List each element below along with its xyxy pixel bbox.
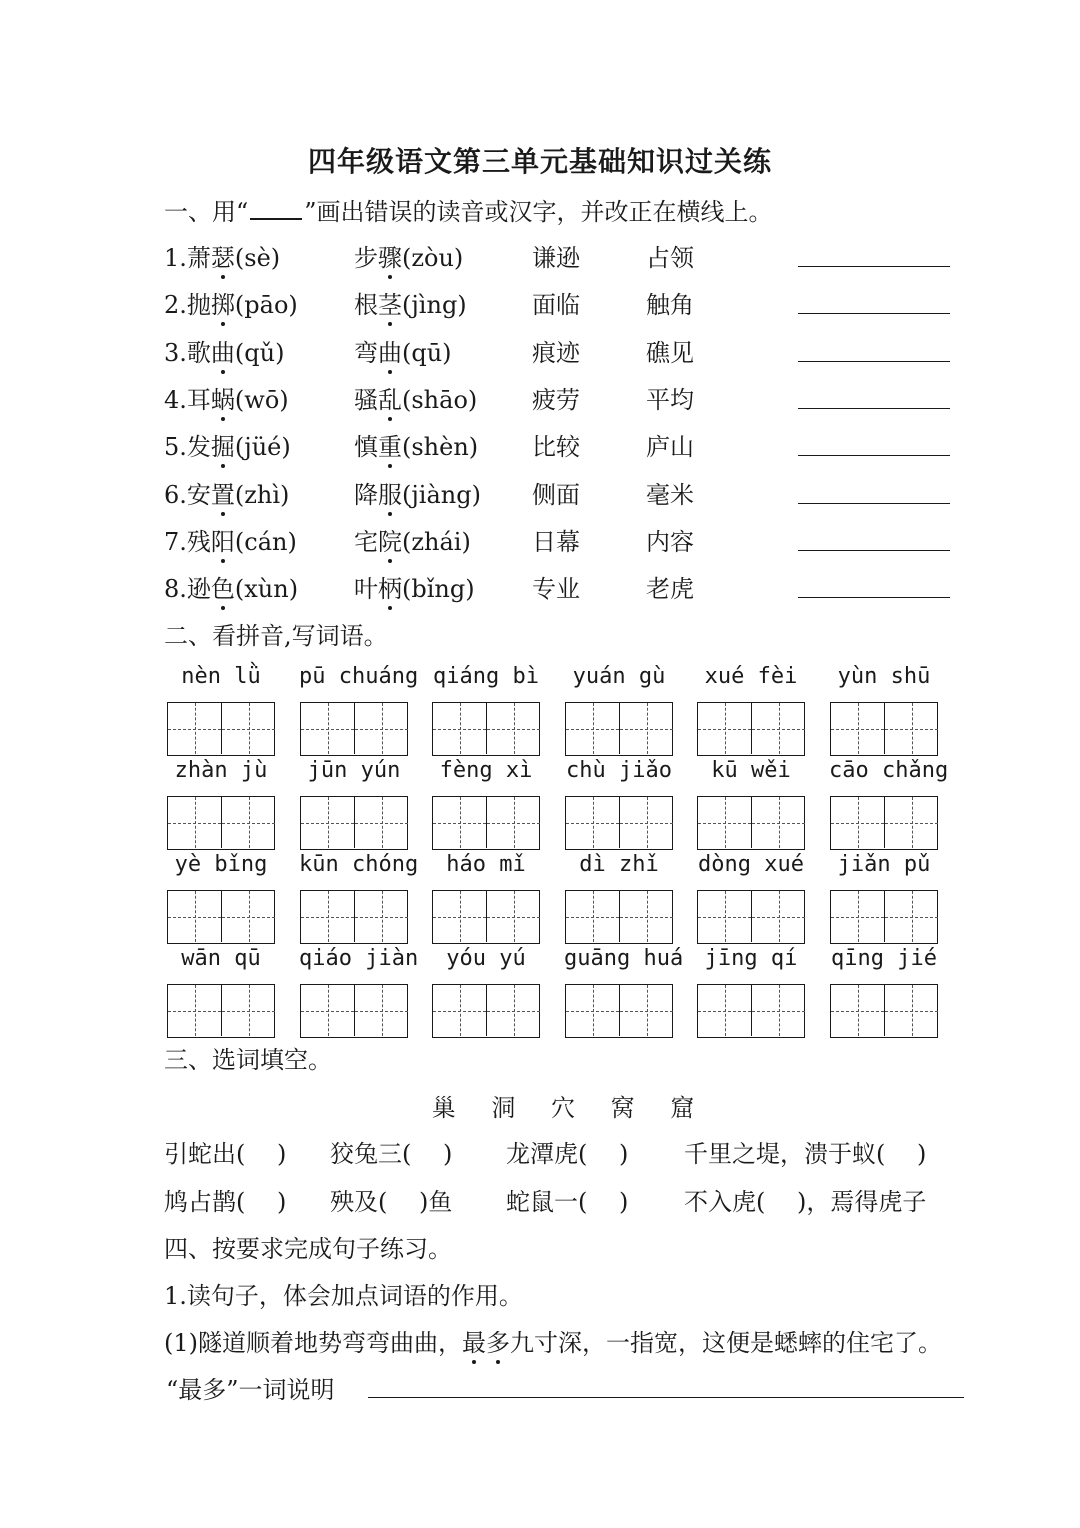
word: 侧面 (532, 481, 580, 509)
word-with-pinyin: 降服(jiàng) (354, 475, 481, 510)
writing-box[interactable] (830, 890, 938, 944)
pinyin-label: yóu yú (446, 946, 526, 971)
word-with-pinyin: 8.逊色(xùn) (164, 569, 298, 604)
word: 日幕 (532, 528, 580, 556)
idiom-item[interactable]: 狡兔三( ) (330, 1140, 453, 1168)
pinyin-label: zhàn jù (174, 758, 268, 783)
word: 痕迹 (532, 339, 580, 367)
writing-box[interactable] (300, 796, 408, 850)
section4-heading: 四、按要求完成句子练习。 (164, 1235, 452, 1263)
word-with-pinyin: 1.萧瑟(sè) (164, 238, 280, 273)
pinyin-label: nèn lǜ (181, 664, 261, 689)
choice-word: 巢 (431, 1094, 456, 1122)
writing-box[interactable] (167, 890, 275, 944)
word: 谦逊 (532, 244, 580, 272)
idiom-item[interactable]: 龙潭虎( ) (506, 1140, 629, 1168)
pinyin-label: xué fèi (704, 664, 798, 689)
writing-box[interactable] (432, 702, 540, 756)
word-with-pinyin: 6.安置(zhì) (164, 475, 289, 510)
exercise-row (164, 238, 964, 274)
writing-box[interactable] (565, 702, 673, 756)
exercise-row (164, 333, 964, 369)
underline-sample (250, 200, 302, 220)
question-1: 1.读句子，体会加点词语的作用。 (164, 1282, 523, 1310)
pinyin-label: jīng qí (704, 946, 798, 971)
idiom-item[interactable]: 引蛇出( ) (164, 1140, 287, 1168)
answer-line[interactable] (798, 455, 950, 456)
idiom-item[interactable]: 殃及( )鱼 (330, 1188, 453, 1216)
answer-line[interactable] (798, 313, 950, 314)
exercise-row (164, 380, 964, 416)
pinyin-label: cāo chǎng (829, 758, 949, 783)
answer-line[interactable] (798, 361, 950, 362)
writing-box[interactable] (565, 890, 673, 944)
pinyin-label: kū wěi (711, 758, 791, 783)
idiom-item[interactable]: 鸠占鹊( ) (164, 1188, 287, 1216)
word-with-pinyin: 叶柄(bǐng) (354, 569, 475, 604)
writing-box[interactable] (697, 796, 805, 850)
answer-line[interactable] (368, 1397, 964, 1398)
word-with-pinyin: 根茎(jìng) (354, 285, 467, 320)
word: 疲劳 (532, 386, 580, 414)
section1-heading-post: ”画出错误的读音或汉字，并改正在横线上。 (304, 198, 773, 226)
pinyin-label: dòng xué (698, 852, 804, 877)
word: 占领 (646, 244, 694, 272)
idiom-row (164, 1134, 964, 1170)
answer-prompt: “最多”一词说明 (166, 1376, 335, 1404)
writing-box[interactable] (565, 984, 673, 1038)
word-with-pinyin: 弯曲(qū) (354, 333, 452, 368)
word-with-pinyin: 宅院(zhái) (354, 522, 471, 557)
choice-word: 窟 (670, 1094, 695, 1122)
idiom-item[interactable]: 千里之堤，溃于蚁( ) (684, 1140, 927, 1168)
exercise-row (164, 427, 964, 463)
dotted-char: 多 (486, 1323, 510, 1358)
word-with-pinyin: 5.发掘(jüé) (164, 427, 291, 462)
exercise-row (164, 285, 964, 321)
pinyin-label: yùn shū (837, 664, 931, 689)
writing-box[interactable] (167, 984, 275, 1038)
writing-box[interactable] (432, 890, 540, 944)
word-with-pinyin: 慎重(shèn) (354, 427, 478, 462)
word: 面临 (532, 291, 580, 319)
writing-box[interactable] (697, 890, 805, 944)
word-with-pinyin: 骚乱(shāo) (354, 380, 477, 415)
section1-heading-pre: 一、用“ (164, 198, 249, 226)
pinyin-label: jiǎn pǔ (837, 852, 931, 877)
writing-box[interactable] (167, 702, 275, 756)
word-with-pinyin: 2.抛掷(pāo) (164, 285, 298, 320)
choice-word: 穴 (551, 1094, 575, 1122)
word: 比较 (532, 433, 580, 461)
answer-line[interactable] (798, 408, 950, 409)
choice-word: 窝 (610, 1094, 635, 1122)
pinyin-label: wān qū (181, 946, 261, 971)
pinyin-label: dì zhǐ (579, 852, 659, 877)
idiom-item[interactable]: 蛇鼠一( ) (506, 1188, 629, 1216)
writing-box[interactable] (565, 796, 673, 850)
pinyin-label: háo mǐ (446, 852, 526, 877)
sentence-part: (1)隧道顺着地势弯弯曲曲， (164, 1329, 462, 1357)
exercise-row (164, 522, 964, 558)
writing-box[interactable] (830, 984, 938, 1038)
pinyin-label: kūn chóng (299, 852, 419, 877)
writing-box[interactable] (697, 984, 805, 1038)
writing-box[interactable] (432, 984, 540, 1038)
pinyin-label: jūn yún (307, 758, 401, 783)
word-with-pinyin: 4.耳蜗(wō) (164, 380, 289, 415)
writing-box[interactable] (697, 702, 805, 756)
section2-heading: 二、看拼音,写词语。 (164, 622, 388, 650)
writing-box[interactable] (167, 796, 275, 850)
word: 平均 (646, 386, 694, 414)
exercise-row (164, 475, 964, 511)
pinyin-label: chù jiǎo (566, 758, 672, 783)
pinyin-label: qiáng bì (433, 664, 539, 689)
answer-line[interactable] (798, 503, 950, 504)
pinyin-label: qiáo jiàn (299, 946, 419, 971)
writing-box[interactable] (300, 984, 408, 1038)
answer-line[interactable] (798, 597, 950, 598)
pinyin-label: pū chuáng (299, 664, 419, 689)
choice-word: 洞 (491, 1094, 516, 1122)
writing-box[interactable] (830, 796, 938, 850)
sentence-part: 九寸深，一指宽，这便是蟋蟀的住宅了。 (510, 1329, 942, 1357)
word-with-pinyin: 3.歌曲(qǔ) (164, 333, 284, 368)
pinyin-label: yuán gù (572, 664, 666, 689)
dotted-char: 最 (462, 1323, 486, 1358)
exercise-row (164, 569, 964, 605)
writing-box[interactable] (432, 796, 540, 850)
sentence-1 (164, 1323, 942, 1358)
word: 毫米 (646, 481, 694, 509)
section3-heading: 三、选词填空。 (164, 1046, 332, 1074)
pinyin-label: qīng jié (831, 946, 937, 971)
idiom-item[interactable]: 不入虎( )，焉得虎子 (684, 1188, 927, 1216)
page-title: 四年级语文第三单元基础知识过关练 (307, 145, 772, 178)
answer-line[interactable] (798, 550, 950, 551)
section1-heading (164, 192, 773, 227)
word-with-pinyin: 7.残阳(cán) (164, 522, 297, 557)
word: 触角 (646, 291, 694, 319)
word: 专业 (532, 575, 580, 603)
word-with-pinyin: 步骤(zòu) (354, 238, 463, 273)
answer-line[interactable] (798, 266, 950, 267)
idiom-row (164, 1182, 964, 1218)
word: 礁见 (646, 339, 694, 367)
pinyin-label: guāng huá (564, 946, 684, 971)
word: 庐山 (646, 433, 694, 461)
pinyin-label: fèng xì (439, 758, 533, 783)
word: 内容 (646, 528, 694, 556)
writing-box[interactable] (300, 702, 408, 756)
writing-box[interactable] (830, 702, 938, 756)
word-choices (0, 1088, 1080, 1123)
word: 老虎 (646, 575, 694, 603)
writing-box[interactable] (300, 890, 408, 944)
pinyin-label: yè bǐng (174, 852, 268, 877)
